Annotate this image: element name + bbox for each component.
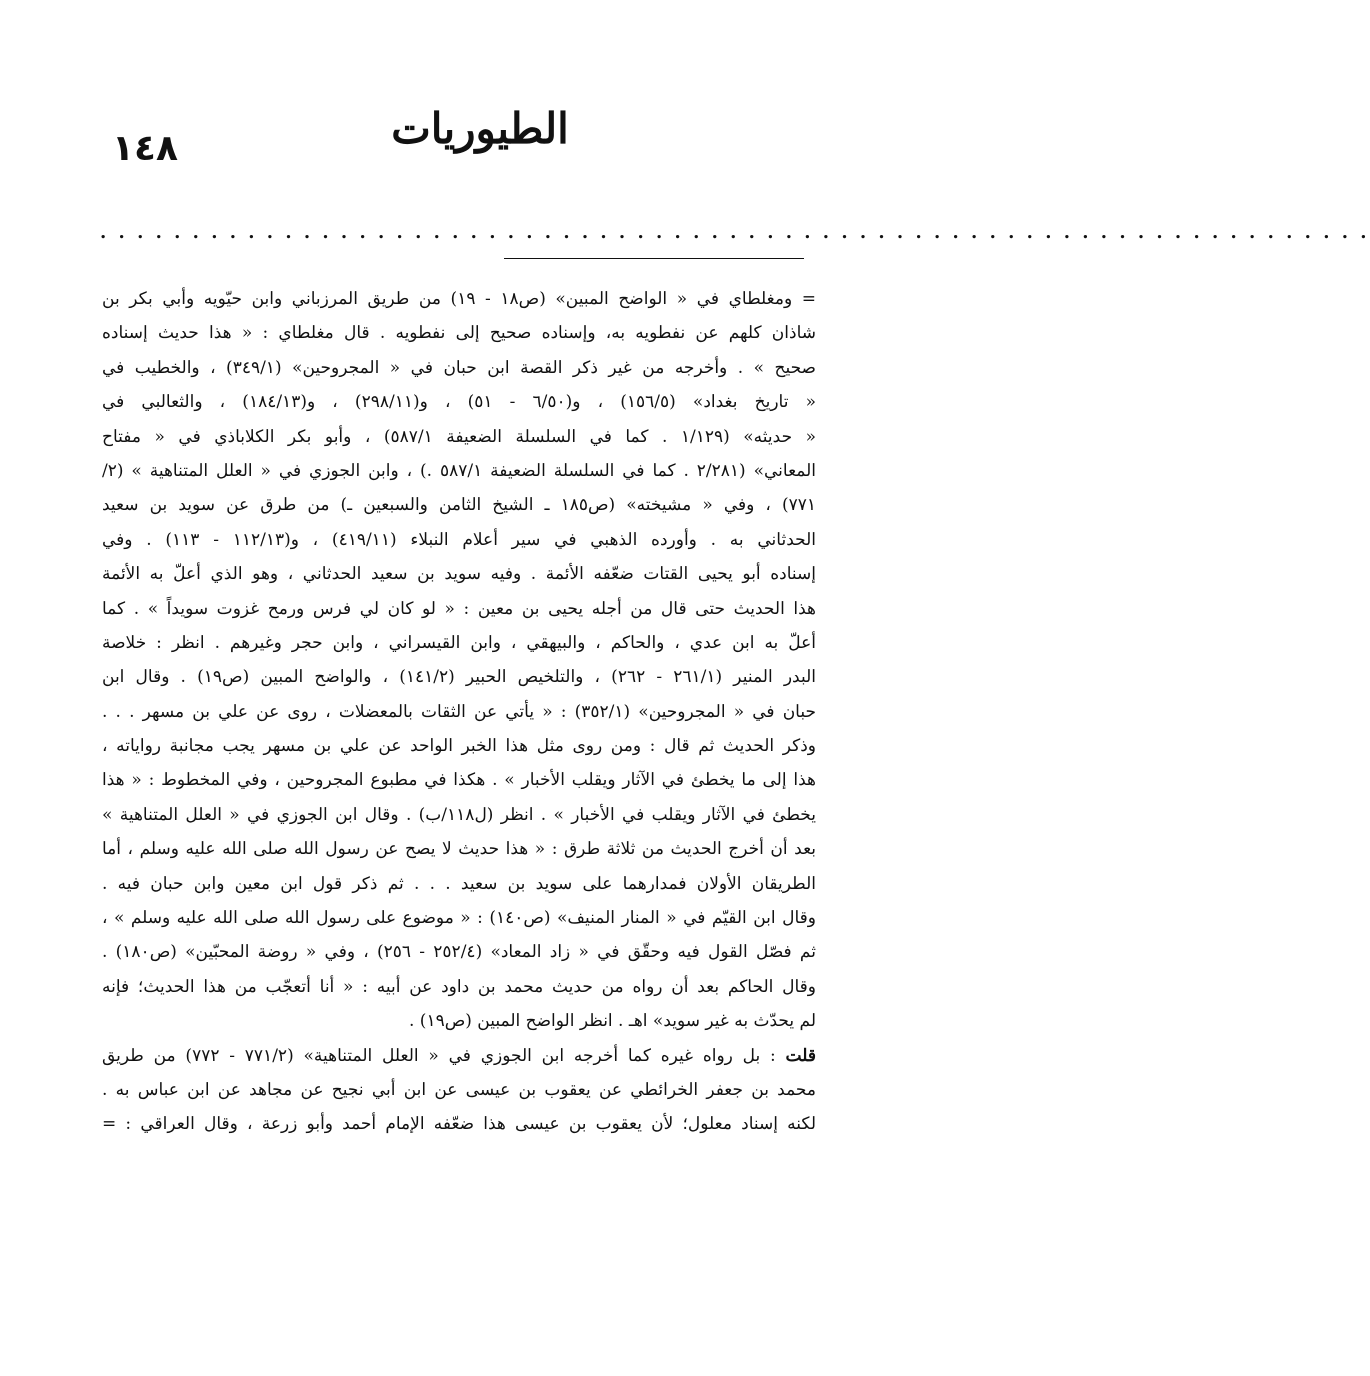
- text-line: بعد أن أخرج الحديث من ثلاثة طرق : « هذا حديث لا يصح عن رسول الله صلى الله عليه وسلم ، أما: [102, 839, 816, 860]
- qult-line: [102, 1039, 816, 1073]
- text-line: الطريقان الأولان فمدارهما على سويد بن سعيد . . . ثم ذكر قول ابن معين وابن حبان فيه .: [102, 873, 816, 894]
- text-line: صحيح » . وأخرجه من غير ذكر القصة ابن حبان في « المجروحين» (٣٤٩/١) ، والخطيب في: [102, 357, 816, 378]
- text-line: لم يحدّث به غير سويد» اهـ . انظر الواضح المبين (ص١٩) .: [409, 1011, 816, 1032]
- text-line: الحدثاني به . وأورده الذهبي في سير أعلام النبلاء (٤١٩/١١) ، و(١١٢/١٣ - ١١٣) . وفي: [102, 529, 816, 550]
- running-title: الطيوريات: [391, 104, 569, 153]
- text-line: هذا الحديث حتى قال من أجله يحيى بن معين : « لو كان لي فرس ورمح غزوت سويداً » . كما: [102, 598, 816, 619]
- qult-label: قلت: [785, 1045, 816, 1066]
- dotted-separator: . . . . . . . . . . . . . . . . . . . . . . . . . . . . . . . . . . . . . . . . . . . . . . . . . . . . . . . . . . . . . . . . . . . . .: [100, 222, 1370, 243]
- text-line: ثم فصّل القول فيه وحقّق في « زاد المعاد» (٢٥٢/٤ - ٢٥٦) ، وفي « روضة المحبّين» (ص١٨٠) .: [102, 942, 816, 963]
- text-line: « حديثه» (١/١٢٩ . كما في السلسلة الضعيفة ٥٨٧/١) ، وأبو بكر الكلاباذي في « مفتاح: [102, 426, 816, 447]
- text-line: المعاني» (٢/٢٨١ . كما في السلسلة الضعيفة ٥٨٧/١ .) ، وابن الجوزي في « العلل المتناهية » (٢/: [102, 460, 816, 481]
- qult-text: : بل رواه غيره كما أخرجه ابن الجوزي في « العلل المتناهية» (٧٧١/٢ - ٧٧٢) من طريق: [102, 1045, 786, 1066]
- footnote-rule: [504, 258, 804, 259]
- text-line: محمد بن جعفر الخرائطي عن يعقوب بن عيسى عن ابن أبي نجيح عن مجاهد عن ابن عباس به .: [102, 1079, 816, 1100]
- text-line: أعلّ به ابن عدي ، والحاكم ، والبيهقي ، وابن القيسراني ، وابن حجر وغيرهم . انظر : خلاصة: [102, 632, 816, 653]
- page-number: ١٤٨: [112, 128, 178, 169]
- text-line: = ومغلطاي في « الواضح المبين» (ص١٨ - ١٩) من طريق المرزباني وابن حيّويه وأبي بكر بن: [102, 289, 816, 309]
- text-line: حبان في « المجروحين» (٣٥٢/١) : « يأتي عن الثقات بالمعضلات ، روى عن علي بن مسهر . . .: [102, 701, 816, 722]
- text-line: إسناده أبو يحيى القتات ضعّفه الأئمة . وفيه سويد بن سعيد الحدثاني ، وهو الذي أعلّ به الأئمة: [102, 564, 816, 585]
- text-line: يخطئ في الآثار ويقلب في الأخبار » . انظر (ل١١٨/ب) . وقال ابن الجوزي في « العلل المتناهية »: [102, 804, 816, 825]
- text-line: لكنه إسناد معلول؛ لأن يعقوب بن عيسى هذا ضعّفه الإمام أحمد وأبو زرعة ، وقال العراقي : =: [102, 1114, 816, 1135]
- text-line: « تاريخ بغداد» (١٥٦/٥) ، و(٦/٥٠ - ٥١) ، و(٢٩٨/١١) ، و(١٨٤/١٣) ، والثعالبي في: [102, 392, 816, 413]
- text-line: ٧٧١) ، وفي « مشيخته» (ص١٨٥ ـ الشيخ الثامن والسبعين ـ) من طرق عن سويد بن سعيد: [102, 495, 817, 516]
- text-line: وقال ابن القيّم في « المنار المنيف» (ص١٤٠) : « موضوع على رسول الله صلى الله عليه وسلم » ،: [102, 908, 816, 929]
- text-line: هذا إلى ما يخطئ في الآثار ويقلب الأخبار » . هكذا في مطبوع المجروحين ، وفي المخطوط : « هذا: [102, 770, 816, 791]
- footnote-body: [102, 282, 816, 1142]
- text-line: شاذان كلهم عن نفطويه به، وإسناده صحيح إلى نفطويه . قال مغلطاي : « هذا حديث إسناده: [102, 323, 816, 344]
- text-line: البدر المنير (٢٦١/١ - ٢٦٢) ، والتلخيص الحبير (١٤١/٢) ، والواضح المبين (ص١٩) . وقال ابن: [102, 667, 816, 688]
- text-line: وقال الحاكم بعد أن رواه من حديث محمد بن داود عن أبيه : « أنا أتعجّب من هذا الحديث؛ فإنه: [102, 976, 816, 997]
- text-line: وذكر الحديث ثم قال : ومن روى مثل هذا الخبر الواحد عن علي بن مسهر يجب مجانبة رواياته ،: [102, 736, 816, 757]
